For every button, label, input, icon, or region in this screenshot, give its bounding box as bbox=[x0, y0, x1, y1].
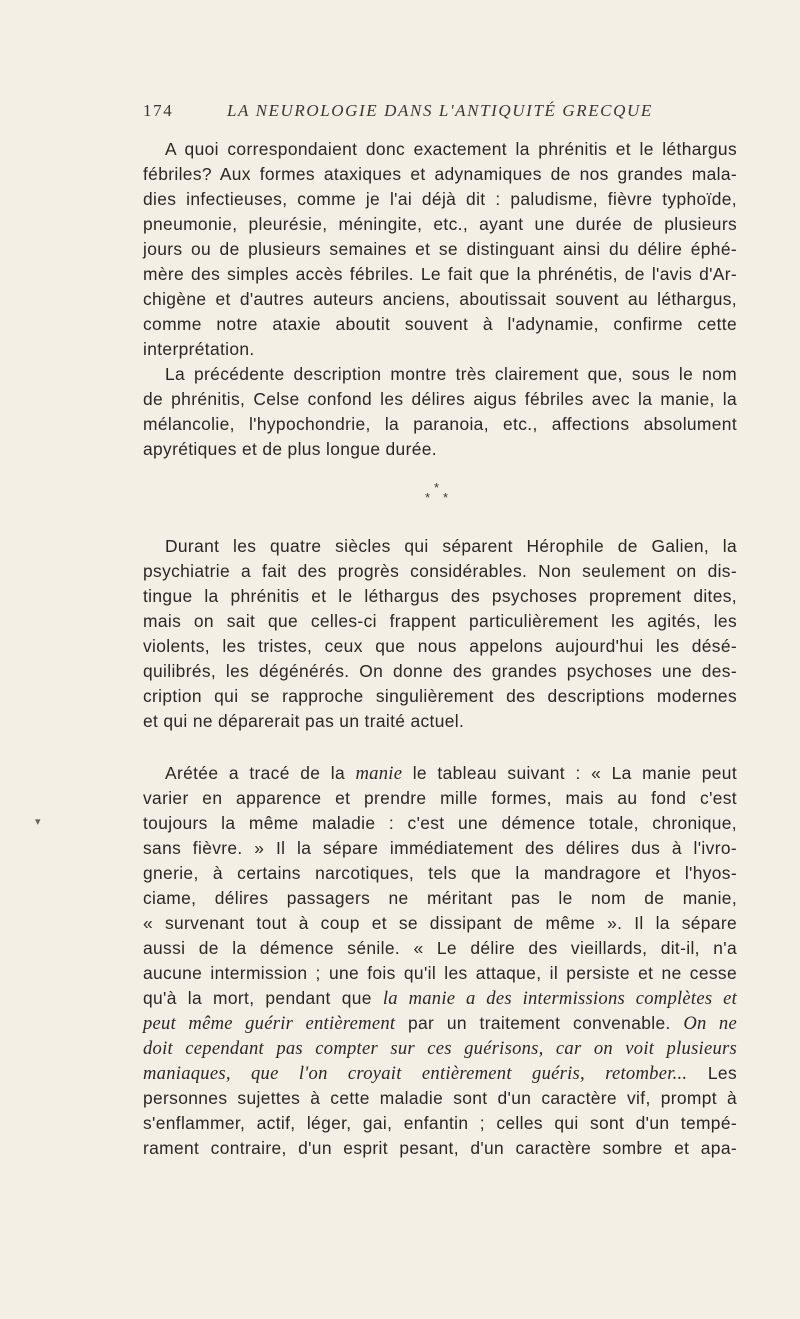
text-line: toujours la même maladie : c'est une démence totale, chronique, bbox=[143, 813, 737, 833]
text-line: aussi de la démence sénile. « Le délire des vieillards, dit-il, n'a bbox=[143, 938, 737, 958]
text-line: Durant les quatre siècles qui séparent Hérophile de Galien, la bbox=[165, 536, 737, 556]
text-line: comme notre ataxie aboutit souvent à l'adynamie, confirme cette bbox=[143, 314, 737, 334]
text-line bbox=[143, 1036, 737, 1060]
text-line: mère des simples accès fébriles. Le fait que la phrénétis, de l'avis d'Ar- bbox=[143, 264, 737, 284]
text-line: A quoi correspondaient donc exactement la phrénitis et le léthargus bbox=[165, 139, 737, 159]
text-line: psychiatrie a fait des progrès considérables. Non seulement on dis- bbox=[143, 561, 737, 581]
italic-run: la manie a des intermissions complètes et bbox=[382, 988, 738, 1009]
text-line: interprétation. bbox=[143, 339, 255, 359]
text-line: aucune intermission ; une fois qu'il les attaque, il persiste et ne cesse bbox=[143, 963, 737, 983]
page-header bbox=[143, 101, 683, 125]
italic-run: maniaques, que l'on croyait entièrement guéris, retomber... bbox=[143, 1063, 688, 1084]
text-line: sans fièvre. » Il la sépare immédiatement des délires dus à l'ivro- bbox=[143, 838, 737, 858]
text-line: violents, les tristes, ceux que nous appelons aujourd'hui les désé- bbox=[143, 636, 737, 656]
separator-star: * bbox=[425, 490, 431, 505]
text-run: Arétée a tracé de la bbox=[165, 763, 356, 783]
text-line bbox=[165, 761, 737, 785]
text-line: cription qui se rapproche singulièrement des descriptions modernes bbox=[143, 686, 737, 706]
section-separator bbox=[420, 481, 460, 521]
text-run: le tableau suivant : « La manie peut bbox=[402, 763, 738, 783]
separator-star: * bbox=[434, 480, 440, 495]
text-line: de phrénitis, Celse confond les délires aigus fébriles avec la manie, la bbox=[143, 389, 737, 409]
text-line: chigène et d'autres auteurs anciens, aboutissait souvent au léthargus, bbox=[143, 289, 737, 309]
text-line: rament contraire, d'un esprit pesant, d'un caractère sombre et apa- bbox=[143, 1138, 737, 1158]
text-line: La précédente description montre très clairement que, sous le nom bbox=[165, 364, 737, 384]
text-run: qu'à la mort, pendant que bbox=[143, 988, 383, 1008]
text-line bbox=[143, 1011, 737, 1035]
text-line: gnerie, à certains narcotiques, tels que la mandragore et l'hyos- bbox=[143, 863, 737, 883]
text-line: dies infectieuses, comme je l'ai déjà dit : paludisme, fièvre typhoïde, bbox=[143, 189, 737, 209]
italic-run: peut même guérir entièrement bbox=[143, 1013, 396, 1034]
text-line bbox=[143, 1061, 737, 1085]
text-run: Les bbox=[687, 1063, 737, 1083]
text-line: et qui ne déparerait pas un traité actuel. bbox=[143, 711, 465, 731]
text-line: jours ou de plusieurs semaines et se distinguant ainsi du délire éphé- bbox=[143, 239, 737, 259]
text-line: quilibrés, les dégénérés. On donne des grandes psychoses une des- bbox=[143, 661, 737, 681]
text-line: varier en apparence et prendre mille formes, mais au fond c'est bbox=[143, 788, 737, 808]
text-line: pneumonie, pleurésie, méningite, etc., ayant une durée de plusieurs bbox=[143, 214, 737, 234]
text-line: s'enflammer, actif, léger, gai, enfantin ; celles qui sont d'un tempé- bbox=[143, 1113, 737, 1133]
text-line: « survenant tout à coup et se dissipant de même ». Il la sépare bbox=[143, 913, 737, 933]
running-title: LA NEUROLOGIE DANS L'ANTIQUITÉ GRECQUE bbox=[227, 101, 653, 120]
text-line: mélancolie, l'hypochondrie, la paranoia, etc., affections absolument bbox=[143, 414, 737, 434]
italic-run: manie bbox=[355, 763, 403, 784]
margin-mark: ▾ bbox=[35, 816, 41, 828]
text-line: apyrétiques et de plus longue durée. bbox=[143, 439, 437, 459]
text-line bbox=[143, 986, 737, 1010]
text-line: tingue la phrénitis et le léthargus des psychoses proprement dites, bbox=[143, 586, 737, 606]
text-run: par un traitement convenable. bbox=[395, 1013, 684, 1033]
separator-star: * bbox=[443, 490, 449, 505]
italic-run: On ne bbox=[683, 1013, 737, 1034]
text-line: personnes sujettes à cette maladie sont d'un caractère vif, prompt à bbox=[143, 1088, 737, 1108]
italic-run: doit cependant pas compter sur ces guérisons, car on voit plusieurs bbox=[143, 1038, 737, 1059]
page-number: 174 bbox=[143, 101, 174, 120]
text-line: mais on sait que celles-ci frappent particulièrement les agités, les bbox=[143, 611, 737, 631]
text-line: fébriles? Aux formes ataxiques et adynamiques de nos grandes mala- bbox=[143, 164, 737, 184]
text-line: ciame, délires passagers ne méritant pas le nom de manie, bbox=[143, 888, 737, 908]
